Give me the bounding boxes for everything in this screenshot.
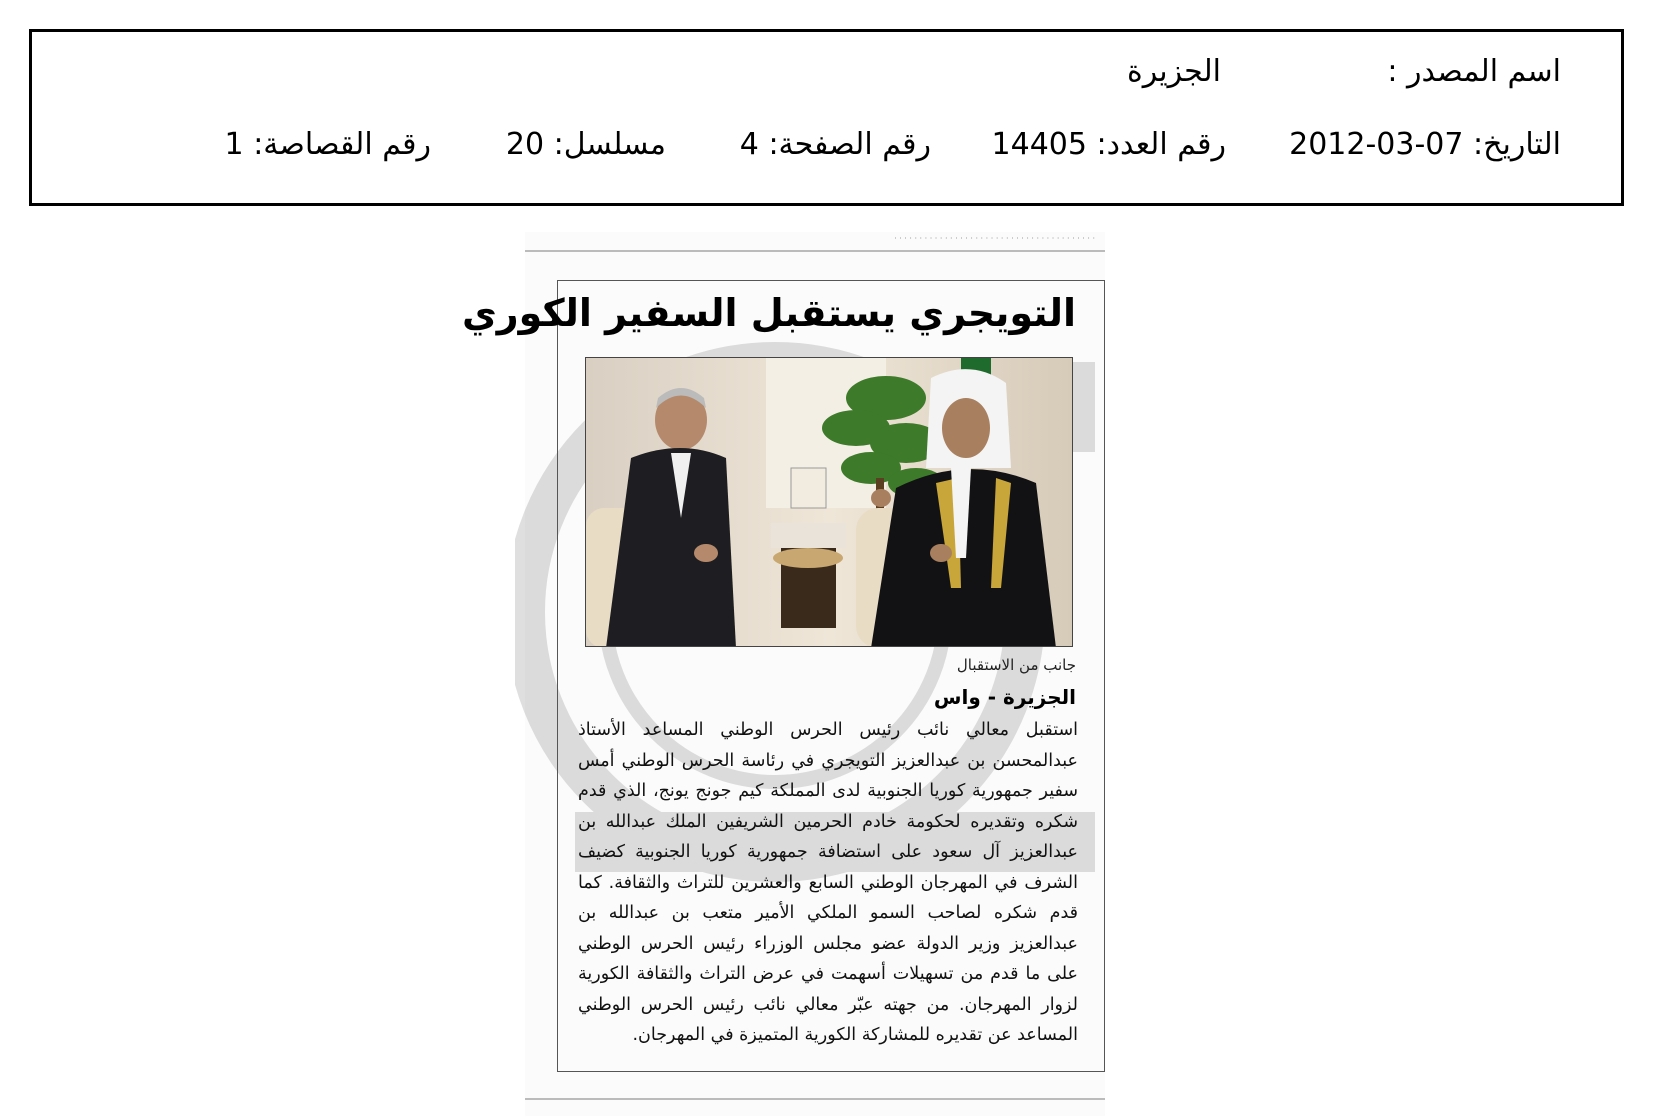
meeting-photo-illustration xyxy=(586,358,1073,647)
clip-value: 1 xyxy=(224,127,244,162)
clipping-bottom-rule xyxy=(525,1098,1105,1100)
article-headline: التويجري يستقبل السفير الكوري xyxy=(461,291,1076,335)
article-photo xyxy=(585,357,1073,647)
page-field xyxy=(740,127,931,162)
serial-label: مسلسل: xyxy=(553,127,666,162)
source-value: الجزيرة xyxy=(1126,54,1221,89)
date-value: 2012-03-07 xyxy=(1289,127,1464,162)
metadata-box xyxy=(29,29,1624,206)
newspaper-clipping xyxy=(461,232,1105,1116)
source-label: اسم المصدر : xyxy=(1387,54,1561,89)
serial-value: 20 xyxy=(505,127,545,162)
issue-value: 14405 xyxy=(991,127,1087,162)
serial-field xyxy=(506,127,666,162)
page-label: رقم الصفحة: xyxy=(768,127,931,162)
date-label: التاريخ: xyxy=(1473,127,1561,162)
clip-label: رقم القصاصة: xyxy=(253,127,431,162)
issue-field xyxy=(992,127,1226,162)
issue-label: رقم العدد: xyxy=(1096,127,1226,162)
clip-field xyxy=(225,127,431,162)
article-body: استقبل معالي نائب رئيس الحرس الوطني المساعد الأستاذ عبدالمحسن بن عبدالعزيز التويجري في رئاسة الحرس الوطني أمس سفير جمهورية كوريا الجنوبية لدى المملكة كيم جونج يونج، الذي قدم شكره وتقديره لحكومة خادم الحرمين الشريفين الملك عبدالله بن عبدالعزيز آل سعود على استضافة جمهورية كوريا الجنوبية كضيف الشرف في المهرجان الوطني السابع والعشرين للتراث والثقافة. كما قدم شكره لصاحب السمو الملكي الأمير متعب بن عبدالله بن عبدالعزيز وزير الدولة عضو مجلس الوزراء رئيس الحرس الوطني على ما قدم من تسهيلات أسهمت في عرض التراث والثقافة الكورية لزوار المهرجان. من جهته عبّر معالي نائب رئيس الحرس الوطني المساعد عن تقديره للمشاركة الكورية المتميزة في المهرجان. xyxy=(578,720,1078,1045)
date-field xyxy=(1289,127,1561,162)
clipping-top-strip: · · · · · · · · · · · · · · · · · · · · · · · · · · · · · · · · · · · · · · · · xyxy=(525,232,1105,252)
page-value: 4 xyxy=(739,127,759,162)
article-dateline: الجزيرة - واس xyxy=(933,685,1076,709)
photo-caption: جانب من الاستقبال xyxy=(956,656,1076,674)
article-box xyxy=(461,280,1105,1072)
